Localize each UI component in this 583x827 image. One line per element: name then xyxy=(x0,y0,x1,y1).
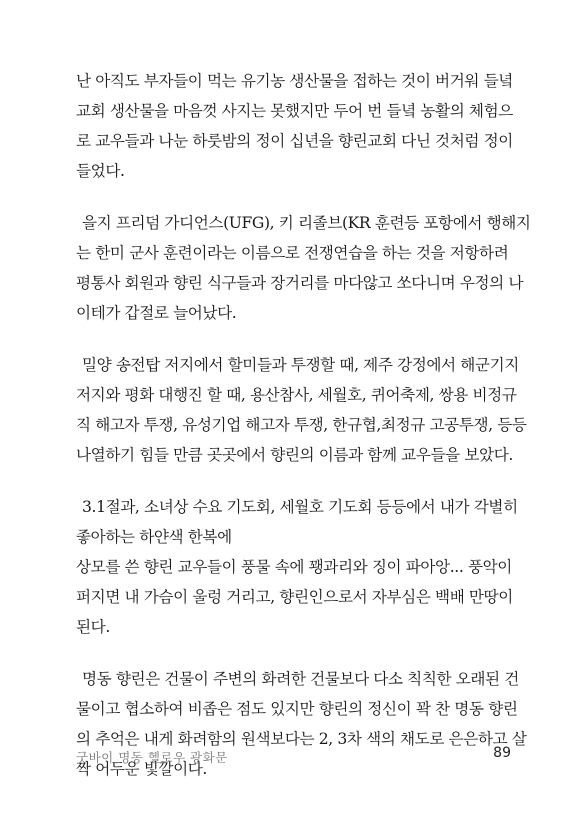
text-line: 을지 프리덤 가디언스(UFG), 키 리졸브(KR 훈련등 포항에서 행해지 xyxy=(82,214,531,232)
text-line: 짝 어두운 빛깔이다. xyxy=(76,760,207,778)
text-line: 3.1절과, 소녀상 수요 기도회, 세월호 기도회 등등에서 내가 각별히 xyxy=(82,498,518,516)
page-body xyxy=(76,66,531,784)
text-line: 이테가 갑절로 늘어났다. xyxy=(76,304,237,322)
paragraph-2 xyxy=(76,208,531,328)
text-line: 명동 향린은 건물이 주변의 화려한 건물보다 다소 칙칙한 오래된 건 xyxy=(82,670,519,688)
text-line: 는 한미 군사 훈련이라는 이름으로 전쟁연습을 하는 것을 저항하려 xyxy=(76,244,509,262)
paragraph-4 xyxy=(76,492,518,642)
text-line: 들었다. xyxy=(76,162,125,180)
text-line: 로 교우들과 나눈 하룻밤의 정이 십년을 향린교회 다닌 것처럼 정이 xyxy=(76,132,513,150)
paragraph-3 xyxy=(76,350,527,470)
text-line: 물이고 협소하여 비좁은 점도 있지만 향린의 정신이 꽉 찬 명동 향린 xyxy=(76,700,518,718)
text-line: 된다. xyxy=(76,618,110,636)
text-line: 밀양 송전탑 저지에서 할미들과 투쟁할 때, 제주 강정에서 해군기지 xyxy=(82,356,519,374)
text-line: 난 아직도 부자들이 먹는 유기농 생산물을 접하는 것이 버거워 들녘 xyxy=(76,72,513,90)
text-line: 퍼지면 내 가슴이 울렁 거리고, 향린인으로서 자부심은 백배 만땅이 xyxy=(76,588,513,606)
page-number: 89 xyxy=(493,745,511,761)
text-line: 의 추억은 내게 화려함의 원색보다는 2, 3차 색의 채도로 은은하고 살 xyxy=(76,730,527,748)
paragraph-5 xyxy=(76,664,527,784)
paragraph-1 xyxy=(76,66,512,186)
text-line: 교회 생산물을 마음껏 사지는 못했지만 두어 번 들녘 농활의 체험으 xyxy=(76,102,513,120)
text-line: 나열하기 힘들 만큼 곳곳에서 향린의 이름과 함께 교우들을 보았다. xyxy=(76,446,513,464)
text-line: 직 해고자 투쟁, 유성기업 해고자 투쟁, 한규협,최정규 고공투쟁, 등등 xyxy=(76,416,527,434)
text-line: 상모를 쓴 향린 교우들이 풍물 속에 꽹과리와 징이 파아앙... 풍악이 xyxy=(76,558,512,576)
text-line: 평통사 회원과 향린 식구들과 장거리를 마다않고 쏘다니며 우정의 나 xyxy=(76,274,524,292)
footer-book-title: 굿바이 명동 헬로우 광화문 xyxy=(76,750,228,765)
text-line: 좋아하는 하얀색 한복에 xyxy=(76,528,232,546)
text-line: 저지와 평화 대행진 할 때, 용산참사, 세월호, 퀴어축제, 쌍용 비정규 xyxy=(76,386,517,404)
